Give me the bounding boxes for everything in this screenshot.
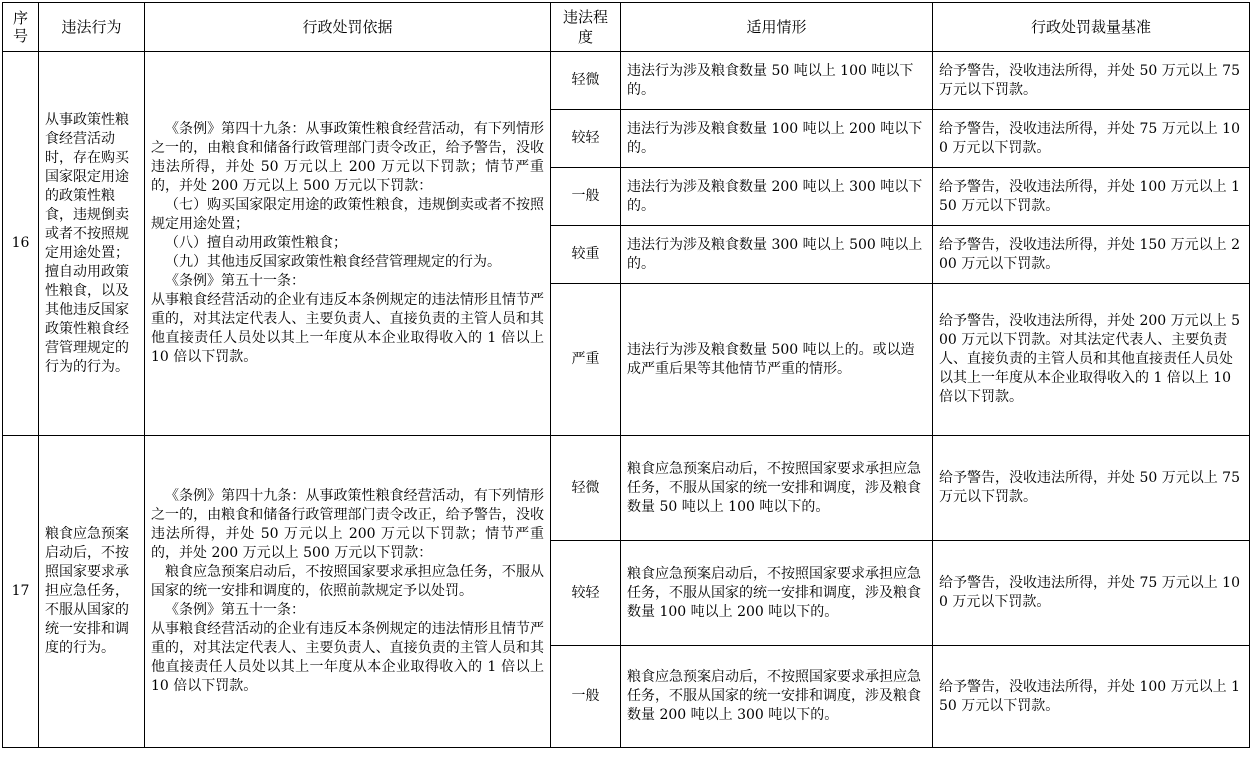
violation-degree: 较轻 — [551, 110, 621, 168]
basis-paragraph: （九）其他违反国家政策性粮食经营管理规定的行为。 — [165, 254, 501, 270]
basis-paragraph: 《条例》第四十九条：从事政策性粮食经营活动，有下列情形之一的，由粮食和储备行政管理部门责令改正，给予警告，没收违法所得，并处 50 万元以上 200 万元以下罚款；情节严重的，并处 200 万元以上 500 万元以下罚款： — [151, 121, 544, 194]
penalty-standard: 给予警告，没收违法所得，并处 50 万元以上 75 万元以下罚款。 — [933, 436, 1250, 541]
penalty-standard: 给予警告，没收违法所得，并处 75 万元以上 100 万元以下罚款。 — [933, 541, 1250, 646]
penalty-standard: 给予警告，没收违法所得，并处 200 万元以上 500 万元以下罚款。对其法定代表人、主要负责人、直接负责的主管人员和其他直接责任人员处以其上一年度从本企业取得收入的 1 倍以上 10 倍以下罚款。 — [933, 284, 1250, 436]
applicable-condition: 违法行为涉及粮食数量 200 吨以上 300 吨以下的。 — [621, 168, 933, 226]
header-condition: 适用情形 — [621, 3, 933, 52]
violation-degree: 较重 — [551, 226, 621, 284]
violation-degree: 轻微 — [551, 52, 621, 110]
header-basis: 行政处罚依据 — [145, 3, 551, 52]
penalty-standard: 给予警告，没收违法所得，并处 150 万元以上 200 万元以下罚款。 — [933, 226, 1250, 284]
applicable-condition: 粮食应急预案启动后，不按照国家要求承担应急任务，不服从国家的统一安排和调度，涉及粮食数量 200 吨以上 300 吨以下的。 — [621, 646, 933, 748]
applicable-condition: 违法行为涉及粮食数量 500 吨以上的。或以造成严重后果等其他情节严重的情形。 — [621, 284, 933, 436]
header-act: 违法行为 — [39, 3, 145, 52]
header-row — [3, 3, 1250, 52]
penalty-basis — [145, 436, 551, 748]
table-row — [3, 436, 1250, 541]
basis-paragraph: （七）购买国家限定用途的政策性粮食，违规倒卖或者不按照规定用途处置； — [151, 197, 544, 232]
row-number: 17 — [3, 436, 39, 748]
violation-degree: 一般 — [551, 168, 621, 226]
header-standard: 行政处罚裁量基准 — [933, 3, 1250, 52]
basis-paragraph: 粮食应急预案启动后，不按照国家要求承担应急任务，不服从国家的统一安排和调度的，依照前款规定予以处罚。 — [151, 564, 544, 599]
basis-paragraph: 《条例》第五十一条： — [165, 602, 305, 618]
penalty-standard: 给予警告，没收违法所得，并处 75 万元以上 100 万元以下罚款。 — [933, 110, 1250, 168]
basis-paragraph: 从事粮食经营活动的企业有违反本条例规定的违法情形且情节严重的，对其法定代表人、主要负责人、直接负责的主管人员和其他直接责任人员处以其上一年度从本企业取得收入的 1 倍以上 10 倍以下罚款。 — [151, 621, 549, 694]
violation-act: 粮食应急预案启动后，不按照国家要求承担应急任务，不服从国家的统一安排和调度的行为。 — [39, 436, 145, 748]
basis-paragraph: 《条例》第五十一条： — [165, 273, 305, 289]
penalty-standard: 给予警告，没收违法所得，并处 50 万元以上 75 万元以下罚款。 — [933, 52, 1250, 110]
applicable-condition: 违法行为涉及粮食数量 50 吨以上 100 吨以下的。 — [621, 52, 933, 110]
applicable-condition: 违法行为涉及粮食数量 100 吨以上 200 吨以下的。 — [621, 110, 933, 168]
applicable-condition: 违法行为涉及粮食数量 300 吨以上 500 吨以上的。 — [621, 226, 933, 284]
applicable-condition: 粮食应急预案启动后，不按照国家要求承担应急任务，不服从国家的统一安排和调度，涉及粮食数量 100 吨以上 200 吨以下的。 — [621, 541, 933, 646]
basis-paragraph: （八）擅自动用政策性粮食； — [165, 235, 347, 251]
header-no: 序号 — [3, 3, 39, 52]
basis-paragraph: 《条例》第四十九条：从事政策性粮食经营活动，有下列情形之一的，由粮食和储备行政管理部门责令改正，给予警告，没收违法所得，并处 50 万元以上 200 万元以下罚款；情节严重的，并处 200 万元以上 500 万元以下罚款： — [151, 488, 544, 561]
penalty-table — [2, 2, 1250, 748]
violation-act: 从事政策性粮食经营活动时，存在购买国家限定用途的政策性粮食，违规倒卖或者不按照规定用途处置；擅自动用政策性粮食，以及其他违反国家政策性粮食经营管理规定的行为的行为。 — [39, 52, 145, 436]
row-number: 16 — [3, 52, 39, 436]
violation-degree: 严重 — [551, 284, 621, 436]
basis-paragraph: 从事粮食经营活动的企业有违反本条例规定的违法情形且情节严重的，对其法定代表人、主要负责人、直接负责的主管人员和其他直接责任人员处以其上一年度从本企业取得收入的 1 倍以上 10 倍以下罚款。 — [151, 292, 549, 365]
penalty-standard: 给予警告，没收违法所得，并处 100 万元以上 150 万元以下罚款。 — [933, 646, 1250, 748]
violation-degree: 较轻 — [551, 541, 621, 646]
header-degree: 违法程度 — [551, 3, 621, 52]
applicable-condition: 粮食应急预案启动后，不按照国家要求承担应急任务，不服从国家的统一安排和调度，涉及粮食数量 50 吨以上 100 吨以下的。 — [621, 436, 933, 541]
violation-degree: 轻微 — [551, 436, 621, 541]
penalty-basis — [145, 52, 551, 436]
table-row — [3, 52, 1250, 110]
penalty-standard: 给予警告，没收违法所得，并处 100 万元以上 150 万元以下罚款。 — [933, 168, 1250, 226]
violation-degree: 一般 — [551, 646, 621, 748]
